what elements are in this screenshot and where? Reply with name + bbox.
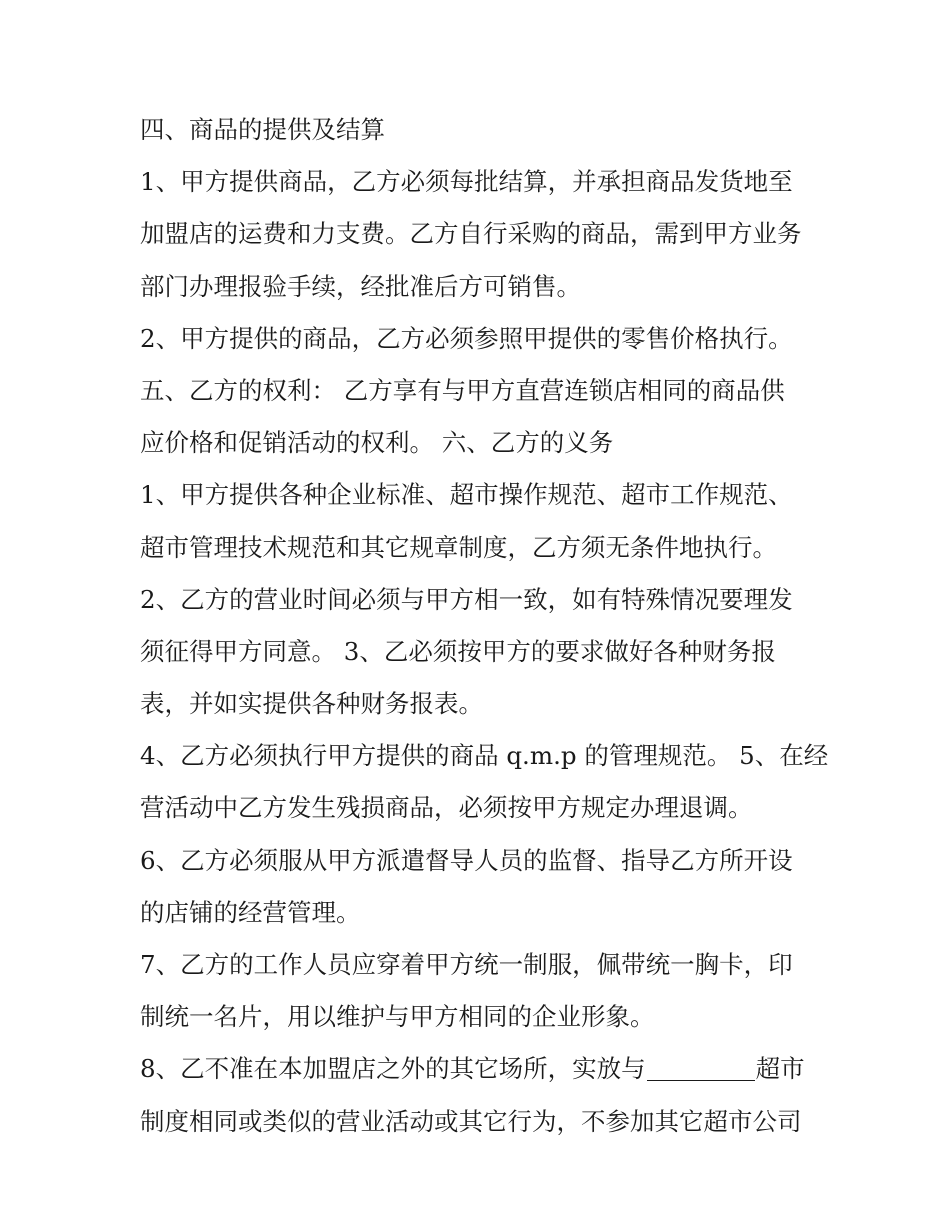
line-text-after-blank: 超市 — [755, 1054, 805, 1084]
paragraph-line: 1、甲方提供各种企业标准、超市操作规范、超市工作规范、 — [140, 480, 793, 510]
paragraph-line: 超市管理技术规范和其它规章制度，乙方须无条件地执行。 — [140, 532, 777, 562]
paragraph-line: 制统一名片，用以维护与甲方相同的企业形象。 — [140, 1002, 655, 1032]
paragraph-line: 4、乙方必须执行甲方提供的商品 q.m.p 的管理规范。 5、在经 — [140, 741, 829, 771]
paragraph-line: 表，并如实提供各种财务报表。 — [140, 689, 483, 719]
fill-in-blank — [647, 1058, 755, 1081]
document-body — [140, 104, 829, 1148]
line-text-before-blank: 8、乙不准在本加盟店之外的其它场所，实放与 — [140, 1054, 646, 1084]
paragraph-line: 营活动中乙方发生残损商品，必须按甲方规定办理退调。 — [140, 793, 753, 823]
paragraph-line: 须征得甲方同意。 3、乙必须按甲方的要求做好各种财务报 — [140, 636, 776, 666]
paragraph-line: 部门办理报验手续，经批准后方可销售。 — [140, 271, 581, 301]
paragraph-line: 6、乙方必须服从甲方派遣督导人员的监督、指导乙方所开设 — [140, 845, 793, 875]
paragraph-line: 制度相同或类似的营业活动或其它行为，不参加其它超市公司 — [140, 1106, 802, 1136]
paragraph-line-with-blank — [140, 1043, 815, 1095]
paragraph-line: 2、甲方提供的商品，乙方必须参照甲提供的零售价格执行。 — [140, 323, 793, 353]
paragraph-line: 2、乙方的营业时间必须与甲方相一致，如有特殊情况要理发 — [140, 584, 793, 614]
paragraph-line: 加盟店的运费和力支费。乙方自行采购的商品，需到甲方业务 — [140, 219, 802, 249]
section-heading-four: 四、商品的提供及结算 — [140, 115, 385, 144]
paragraph-line: 7、乙方的工作人员应穿着甲方统一制服，佩带统一胸卡，印 — [140, 950, 793, 979]
paragraph-line: 1、甲方提供商品，乙方必须每批结算，并承担商品发货地至 — [140, 167, 793, 197]
section-heading-five: 五、乙方的权利： 乙方享有与甲方直营连锁店相同的商品供 — [140, 375, 785, 405]
paragraph-line: 应价格和促销活动的权利。 六、乙方的义务 — [140, 428, 614, 458]
paragraph-line: 的店铺的经营管理。 — [140, 897, 361, 927]
